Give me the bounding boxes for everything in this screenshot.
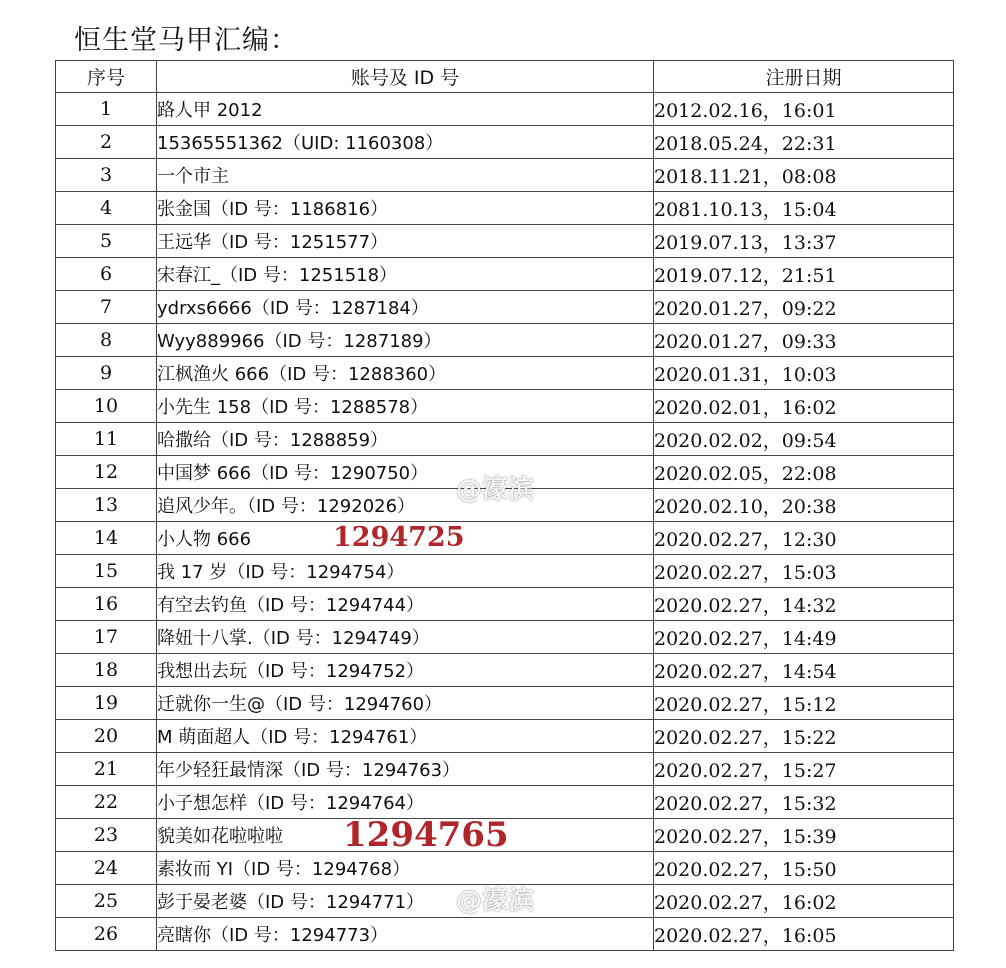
row-account-cell	[157, 159, 654, 192]
row-account-cell	[157, 555, 654, 588]
row-account-text: 中国梦 666（ID 号：1290750）	[157, 463, 429, 484]
row-account-text: ydrxs6666（ID 号：1287184）	[157, 298, 429, 319]
row-serial-number: 15	[56, 555, 157, 588]
row-account-text: 我想出去玩（ID 号：1294752）	[157, 661, 425, 682]
row-account-cell	[157, 423, 654, 456]
row-account-cell	[157, 489, 654, 522]
row-account-cell	[157, 324, 654, 357]
row-account-cell	[157, 522, 654, 555]
row-account-cell	[157, 126, 654, 159]
watermark-lower: @濠滨	[456, 886, 535, 916]
row-registration-date: 2020.02.01，16:02	[654, 390, 954, 423]
row-registration-date: 2019.07.13，13:37	[654, 225, 954, 258]
row-serial-number: 9	[56, 357, 157, 390]
handwritten-id-annotation: 1294765	[343, 818, 509, 852]
row-account-cell	[157, 588, 654, 621]
row-registration-date: 2020.01.31，10:03	[654, 357, 954, 390]
document-title: 恒生堂马甲汇编：	[74, 25, 298, 56]
row-serial-number: 20	[56, 720, 157, 753]
row-account-cell	[157, 720, 654, 753]
row-registration-date: 2020.02.27，14:54	[654, 654, 954, 687]
row-registration-date: 2020.01.27，09:22	[654, 291, 954, 324]
table-row	[56, 687, 954, 720]
row-account-text: 追风少年。（ID 号：1292026）	[157, 496, 416, 517]
row-account-text: 素妆而 YI（ID 号：1294768）	[157, 859, 411, 880]
row-registration-date: 2020.01.27，09:33	[654, 324, 954, 357]
row-serial-number: 14	[56, 522, 157, 555]
table-row	[56, 159, 954, 192]
row-registration-date: 2081.10.13，15:04	[654, 192, 954, 225]
row-account-cell	[157, 93, 654, 126]
row-serial-number: 21	[56, 753, 157, 786]
row-account-cell	[157, 918, 654, 951]
row-registration-date: 2020.02.27，16:05	[654, 918, 954, 951]
table-row	[56, 654, 954, 687]
table-row	[56, 918, 954, 951]
table-row	[56, 720, 954, 753]
row-account-cell	[157, 753, 654, 786]
table-row	[56, 588, 954, 621]
row-account-text: 迁就你一生@（ID 号：1294760）	[157, 694, 443, 715]
row-serial-number: 3	[56, 159, 157, 192]
row-serial-number: 26	[56, 918, 157, 951]
row-account-cell	[157, 654, 654, 687]
row-serial-number: 18	[56, 654, 157, 687]
row-account-text: 路人甲 2012	[157, 100, 263, 121]
row-serial-number: 7	[56, 291, 157, 324]
row-account-text: 张金国（ID 号：1186816）	[157, 199, 389, 220]
table-row	[56, 819, 954, 852]
row-account-cell	[157, 687, 654, 720]
row-account-text: 彭于晏老婆（ID 号：1294771）	[157, 892, 425, 913]
row-serial-number: 4	[56, 192, 157, 225]
row-account-text: 哈撒给（ID 号：1288859）	[157, 430, 389, 451]
row-registration-date: 2018.11.21，08:08	[654, 159, 954, 192]
table-row	[56, 786, 954, 819]
row-serial-number: 5	[56, 225, 157, 258]
row-account-text: 王远华（ID 号：1251577）	[157, 232, 389, 253]
row-registration-date: 2020.02.27，14:32	[654, 588, 954, 621]
row-registration-date: 2020.02.27，15:50	[654, 852, 954, 885]
row-registration-date: 2020.02.27，15:27	[654, 753, 954, 786]
row-account-cell	[157, 390, 654, 423]
row-serial-number: 10	[56, 390, 157, 423]
row-registration-date: 2020.02.27，15:03	[654, 555, 954, 588]
row-account-cell	[157, 885, 654, 918]
row-serial-number: 25	[56, 885, 157, 918]
row-account-cell	[157, 786, 654, 819]
row-serial-number: 16	[56, 588, 157, 621]
row-serial-number: 19	[56, 687, 157, 720]
row-account-text: M 萌面超人（ID 号：1294761）	[157, 727, 428, 748]
row-account-text: 有空去钓鱼（ID 号：1294744）	[157, 595, 425, 616]
table-row	[56, 324, 954, 357]
row-account-text: 我 17 岁（ID 号：1294754）	[157, 562, 405, 583]
table-row	[56, 291, 954, 324]
header-registration-date: 注册日期	[654, 61, 954, 93]
row-serial-number: 11	[56, 423, 157, 456]
header-account-id: 账号及 ID 号	[157, 61, 654, 93]
row-serial-number: 6	[56, 258, 157, 291]
row-serial-number: 8	[56, 324, 157, 357]
table-row	[56, 555, 954, 588]
row-account-cell	[157, 456, 654, 489]
row-registration-date: 2020.02.27，15:39	[654, 819, 954, 852]
row-serial-number: 13	[56, 489, 157, 522]
table-row	[56, 357, 954, 390]
table-header-row	[56, 61, 954, 93]
row-registration-date: 2020.02.10，20:38	[654, 489, 954, 522]
row-account-cell	[157, 357, 654, 390]
row-serial-number: 23	[56, 819, 157, 852]
row-account-text: 年少轻狂最情深（ID 号：1294763）	[157, 760, 461, 781]
row-account-text: 降妞十八掌.（ID 号：1294749）	[157, 628, 430, 649]
row-account-cell	[157, 819, 654, 852]
row-serial-number: 24	[56, 852, 157, 885]
row-account-cell	[157, 291, 654, 324]
table-row	[56, 621, 954, 654]
row-account-text: 亮瞎你（ID 号：1294773）	[157, 925, 389, 946]
table-row	[56, 423, 954, 456]
row-account-text: 江枫渔火 666（ID 号：1288360）	[157, 364, 447, 385]
row-registration-date: 2020.02.02，09:54	[654, 423, 954, 456]
handwritten-id-annotation: 1294725	[333, 522, 465, 553]
table-row	[56, 126, 954, 159]
row-registration-date: 2020.02.27，14:49	[654, 621, 954, 654]
table-row	[56, 258, 954, 291]
row-serial-number: 12	[56, 456, 157, 489]
table-row	[56, 390, 954, 423]
table-row	[56, 522, 954, 555]
row-account-cell	[157, 225, 654, 258]
table-row	[56, 192, 954, 225]
row-account-text: Wyy889966（ID 号：1287189）	[157, 331, 442, 352]
row-registration-date: 2019.07.12，21:51	[654, 258, 954, 291]
row-registration-date: 2020.02.27，15:32	[654, 786, 954, 819]
row-account-cell	[157, 192, 654, 225]
row-account-text: 小子想怎样（ID 号：1294764）	[157, 793, 425, 814]
row-account-cell	[157, 258, 654, 291]
row-account-text: 小人物 666	[157, 529, 252, 550]
row-registration-date: 2020.02.05，22:08	[654, 456, 954, 489]
row-serial-number: 22	[56, 786, 157, 819]
row-account-cell	[157, 621, 654, 654]
table-row	[56, 225, 954, 258]
row-registration-date: 2012.02.16，16:01	[654, 93, 954, 126]
row-registration-date: 2020.02.27，16:02	[654, 885, 954, 918]
row-account-text: 貌美如花啦啦啦	[157, 826, 283, 847]
row-registration-date: 2020.02.27，12:30	[654, 522, 954, 555]
row-registration-date: 2020.02.27，15:22	[654, 720, 954, 753]
table-row	[56, 93, 954, 126]
row-registration-date: 2020.02.27，15:12	[654, 687, 954, 720]
row-serial-number: 1	[56, 93, 157, 126]
row-account-text: 宋春江_（ID 号：1251518）	[157, 265, 398, 286]
row-serial-number: 17	[56, 621, 157, 654]
row-serial-number: 2	[56, 126, 157, 159]
row-account-text: 小先生 158（ID 号：1288578）	[157, 397, 429, 418]
row-account-text: 一个市主	[157, 166, 229, 187]
row-registration-date: 2018.05.24，22:31	[654, 126, 954, 159]
watermark-upper: @濠滨	[456, 475, 535, 505]
row-account-text: 15365551362（UID: 1160308）	[157, 133, 444, 154]
table-row	[56, 753, 954, 786]
row-account-cell	[157, 852, 654, 885]
header-serial-number: 序号	[56, 61, 157, 93]
